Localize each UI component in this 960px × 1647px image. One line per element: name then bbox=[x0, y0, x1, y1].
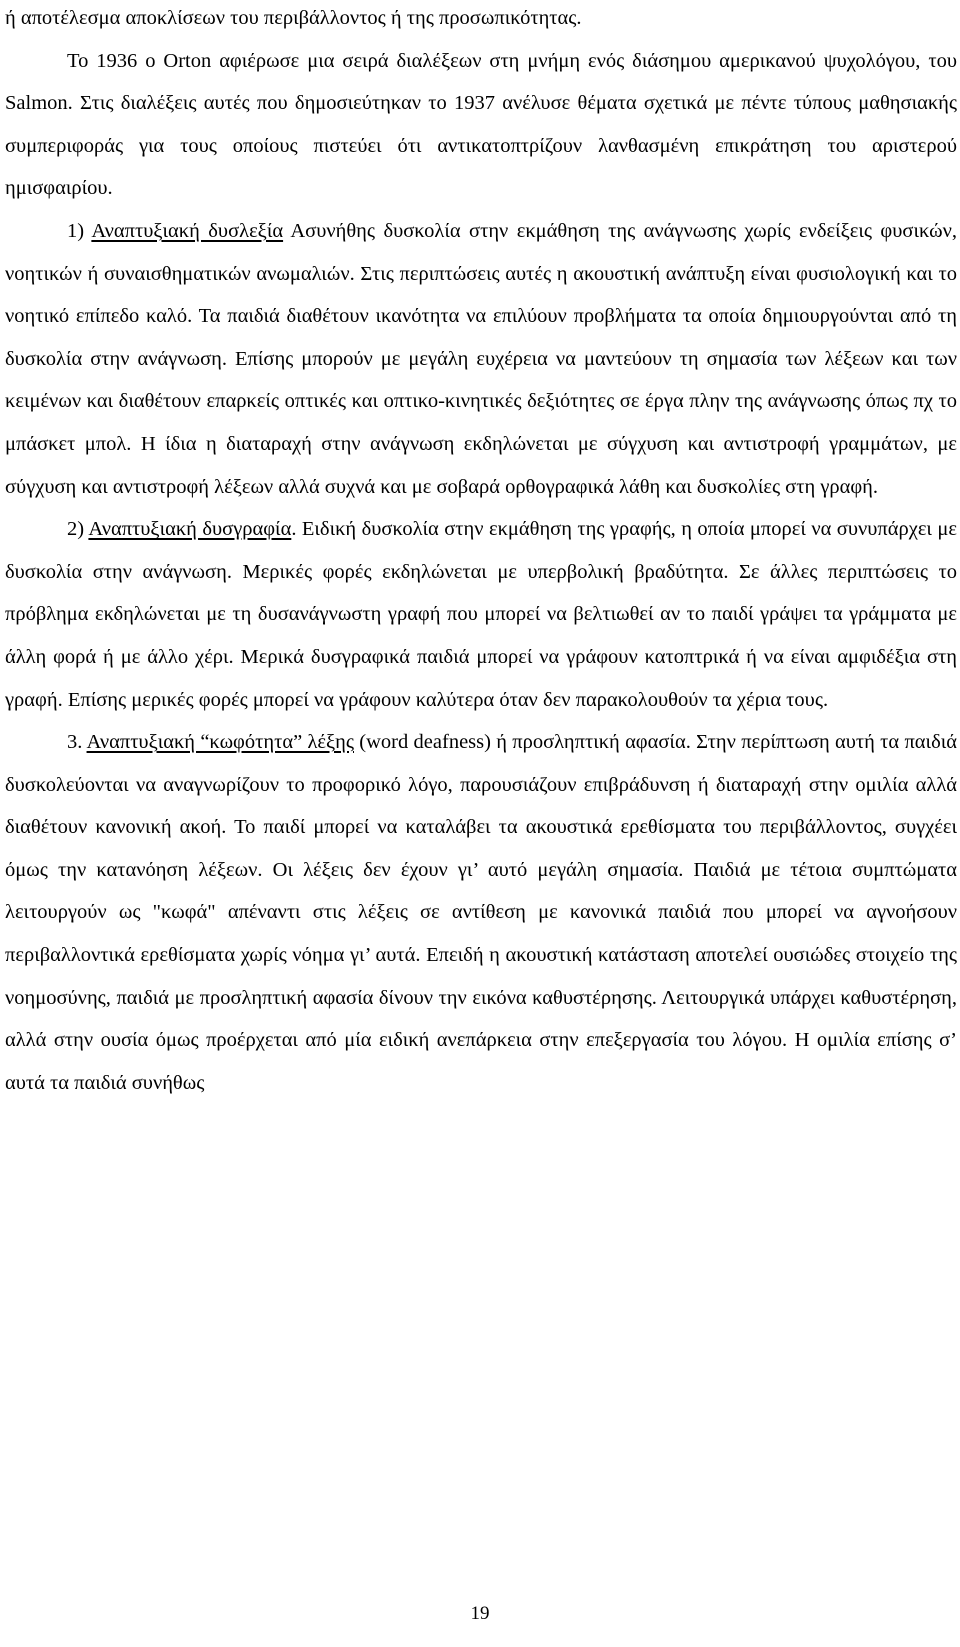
term-heading: Αναπτυξιακή “κωφότητα” λέξης bbox=[86, 731, 354, 754]
paragraph-word-deafness bbox=[5, 721, 957, 1104]
paragraph-text: Ασυνήθης δυσκολία στην εκμάθηση της ανάγνωσης χωρίς ενδείξεις φυσικών, νοητικών ή συναισθηματικών ανωμαλιών. Στις περιπτώσεις αυτές η ακουστική ανάπτυξη είναι φυσιολογική και το νοητικό επίπεδο καλό. Τα παιδιά διαθέτουν ικανότητα να επιλύουν προβλήματα τα οποία δημιουργούνται από τη δυσκολία στην ανάγνωση. Επίσης μπορούν με μεγάλη ευχέρεια να μαντεύουν τη σημασία των λέξεων και των κειμένων και διαθέτουν επαρκείς οπτικές και οπτικο-κινητικές δεξιότητες σε έργα πλην της ανάγνωσης όπως πχ το μπάσκετ μπολ. Η ίδια η διαταραχή στην ανάγνωση εκδηλώνεται με σύγχυση και αντιστροφή γραμμάτων, με σύγχυση και αντιστροφή λέξεων αλλά συχνά και με σοβαρά ορθογραφικά λάθη και δυσκολίες στη γραφή. bbox=[5, 219, 957, 498]
paragraph-text: (word deafness) ή προσληπτική αφασία. Στην περίπτωση αυτή τα παιδιά δυσκολεύονται να αναγνωρίζουν το προφορικό λόγο, παρουσιάζουν επιβράδυνση ή διαταραχή στην ομιλία αλλά διαθέτουν κανονική ακοή. Το παιδί μπορεί να καταλάβει τα ακουστικά ερεθίσματα του περιβάλλοντος, συγχέει όμως την κατανόηση λέξεων. Οι λέξεις δεν έχουν γι’ αυτό μεγάλη σημασία. Παιδιά με τέτοια συμπτώματα λειτουργούν ως "κωφά" απέναντι στις λέξεις σε αντίθεση με κανονικά παιδιά που μπορεί να αγνοήσουν περιβαλλοντικά ερεθίσματα χωρίς νόημα γι’ αυτά. Επειδή η ακουστική κατάσταση αποτελεί ουσιώδες στοιχείο της νοημοσύνης, παιδιά με προσληπτική αφασία δίνουν την εικόνα καθυστέρησης. Λειτουργικά υπάρχει καθυστέρηση, αλλά στην ουσία όμως προέρχεται από μία ειδική ανεπάρκεια στην επεξεργασία του λόγου. Η ομιλία επίσης σ’ αυτά τα παιδιά συνήθως bbox=[5, 731, 957, 1094]
paragraph-text: . Ειδική δυσκολία στην εκμάθηση της γραφής, η οποία μπορεί να συνυπάρχει με δυσκολία στην ανάγνωση. Μερικές φορές εκδηλώνεται με υπερβολική βραδύτητα. Σε άλλες περιπτώσεις το πρόβλημα εκδηλώνεται με τη δυσανάγνωστη γραφή που μπορεί να βελτιωθεί αν το παιδί γράψει τα γράμματα με άλλη φορά ή με άλλο χέρι. Μερικά δυσγραφικά παιδιά μπορεί να γράφουν κατοπτρικά ή να είναι αμφιδέξια στη γραφή. Επίσης μερικές φορές μπορεί να γράφουν καλύτερα όταν δεν παρακολουθούν τα χέρια τους. bbox=[5, 518, 957, 711]
list-number: 2) bbox=[67, 518, 89, 541]
paragraph-text: ή αποτέλεσμα αποκλίσεων του περιβάλλοντος ή της προσωπικότητας. bbox=[5, 7, 582, 29]
paragraph-continuation bbox=[5, 0, 957, 40]
term-heading: Αναπτυξιακή δυσλεξία bbox=[91, 219, 284, 242]
term-heading: Αναπτυξιακή δυσγραφία bbox=[88, 518, 292, 541]
paragraph-developmental-dyslexia bbox=[5, 210, 957, 508]
list-number: 1) bbox=[67, 219, 92, 242]
paragraph-developmental-dysgraphia bbox=[5, 508, 957, 721]
paragraph-text: Το 1936 ο Orton αφιέρωσε μια σειρά διαλέξεων στη μνήμη ενός διάσημου αμερικανού ψυχολόγου, του Salmon. Στις διαλέξεις αυτές που δημοσιεύτηκαν το 1937 ανέλυσε θέματα σχετικά με πέντε τύπους μαθησιακής συμπεριφοράς για τους οποίους πιστεύει ότι αντικατοπτρίζουν λανθασμένη επικράτηση του αριστερού ημισφαιρίου. bbox=[5, 49, 957, 200]
body-text bbox=[5, 0, 957, 1104]
list-number: 3. bbox=[67, 731, 87, 754]
paragraph-orton-lectures bbox=[5, 40, 957, 210]
page-number: 19 bbox=[470, 1603, 490, 1624]
